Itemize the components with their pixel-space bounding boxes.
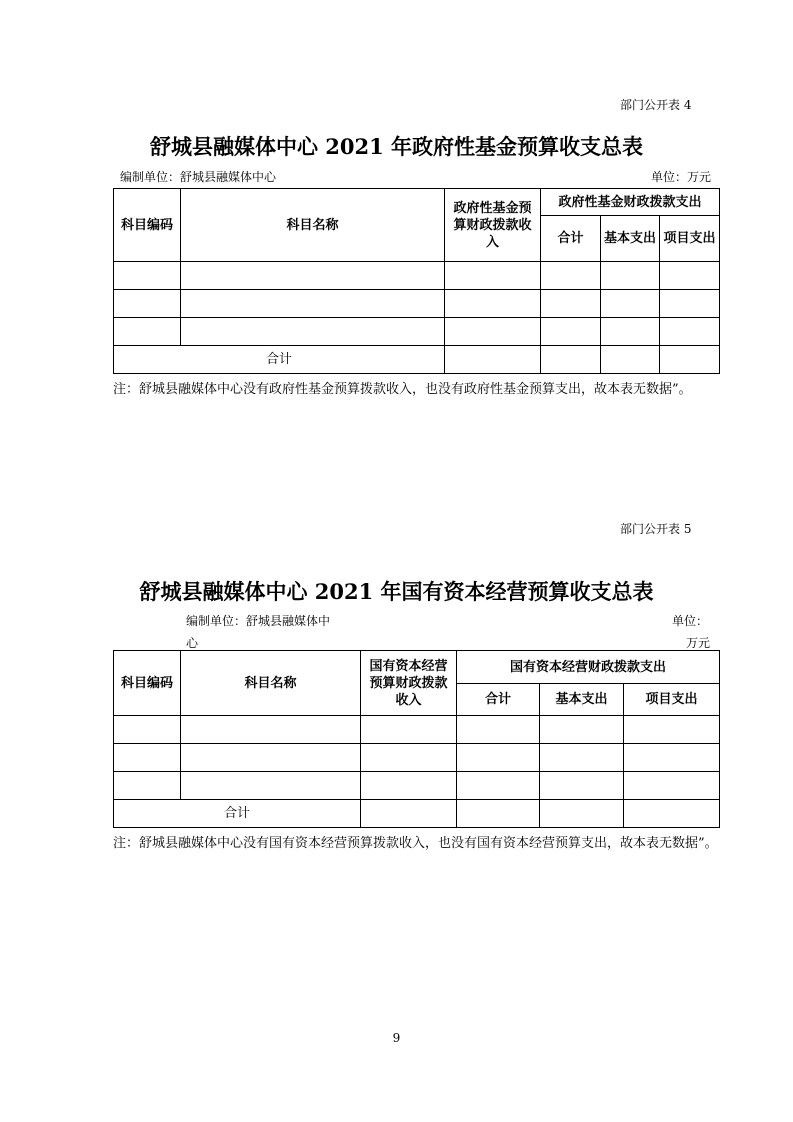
table-row <box>114 290 720 318</box>
table4-title: 舒城县融媒体中心 2021 年政府性基金预算收支总表 <box>149 134 644 159</box>
table-row <box>114 318 720 346</box>
table4-tag: 部门公开表 4 <box>620 98 692 112</box>
table-row <box>114 262 720 290</box>
table5-note: 注：舒城县融媒体中心没有国有资本经营预算拨款收入，也没有国有资本经营预算支出，故本表无数据”。 <box>113 836 718 851</box>
table5-header-expense-group: 国有资本经营财政拨款支出 <box>457 651 720 684</box>
table5 <box>113 650 720 828</box>
table4-header-income: 政府性基金预算财政拨款收入 <box>445 189 541 262</box>
table4-header-expense-group: 政府性基金财政拨款支出 <box>541 189 720 216</box>
table5-header-income: 国有资本经营预算财政拨款收入 <box>361 651 457 716</box>
table5-title: 舒城县融媒体中心 2021 年国有资本经营预算收支总表 <box>139 579 654 604</box>
table4-header-project: 项目支出 <box>660 216 720 262</box>
table5-header-basic: 基本支出 <box>540 684 624 716</box>
table4-unit-right: 单位：万元 <box>651 170 712 184</box>
page-number: 9 <box>392 1031 401 1045</box>
table4-header-basic: 基本支出 <box>601 216 660 262</box>
table5-sum-row <box>114 800 720 828</box>
table5-unit-left-line1: 编制单位：舒城县融媒体中 <box>186 614 331 628</box>
table5-unit-right-line1: 单位： <box>672 614 709 628</box>
table5-header-total: 合计 <box>457 684 540 716</box>
table5-unit-left-line2: 心 <box>186 636 199 650</box>
table5-header-code: 科目编码 <box>114 651 181 716</box>
table5-tag: 部门公开表 5 <box>620 522 692 536</box>
table4 <box>113 188 720 374</box>
table-row <box>114 716 720 744</box>
table5-unit-right-line2: 万元 <box>686 636 711 650</box>
table4-note: 注：舒城县融媒体中心没有政府性基金预算拨款收入，也没有政府性基金预算支出，故本表无数据”。 <box>113 382 692 397</box>
table5-header-project: 项目支出 <box>624 684 720 716</box>
table4-header-total: 合计 <box>541 216 601 262</box>
table4-sum-row <box>114 346 720 374</box>
table-row <box>114 772 720 800</box>
table4-header-code: 科目编码 <box>114 189 181 262</box>
table5-header-name: 科目名称 <box>181 651 361 716</box>
table4-sum-label: 合计 <box>114 346 445 374</box>
table5-sum-label: 合计 <box>114 800 361 828</box>
table-row <box>114 744 720 772</box>
table4-unit-left: 编制单位：舒城县融媒体中心 <box>120 170 277 184</box>
table4-header-name: 科目名称 <box>181 189 445 262</box>
